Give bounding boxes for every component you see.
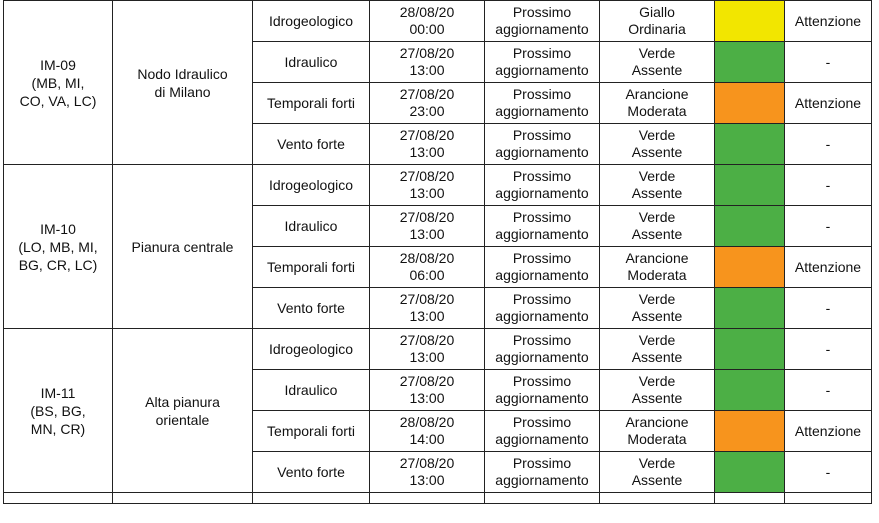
next-update-line2: aggiornamento: [495, 62, 589, 78]
alert-color-swatch: [715, 42, 785, 83]
criticality-level: [600, 329, 715, 370]
next-update: [485, 124, 600, 165]
validity-datetime-line1: 27/08/20: [399, 291, 455, 307]
zone-code-cell: [4, 329, 113, 493]
validity-datetime-line2: 13:00: [409, 308, 445, 324]
criticality-level: [600, 124, 715, 165]
validity-datetime-line1: 27/08/20: [399, 373, 455, 389]
validity-datetime-line1: 27/08/20: [399, 86, 455, 102]
risk-type: Idraulico: [253, 370, 370, 411]
next-update-line1: Prossimo: [512, 4, 572, 20]
alert-status: -: [785, 370, 872, 411]
alert-status: Attenzione: [785, 411, 872, 452]
risk-type: Idraulico: [253, 206, 370, 247]
alert-status: -: [785, 206, 872, 247]
zone-code: IM-11: [40, 384, 76, 401]
validity-datetime: [370, 411, 485, 452]
validity-datetime-line2: 13:00: [409, 185, 445, 201]
validity-datetime: [370, 42, 485, 83]
alert-status: -: [785, 165, 872, 206]
criticality-level-line2: Assente: [631, 390, 683, 406]
alert-status: -: [785, 452, 872, 493]
criticality-level-line1: Arancione: [625, 250, 689, 266]
validity-datetime-line1: 27/08/20: [399, 168, 455, 184]
criticality-level-line2: Ordinaria: [628, 21, 686, 37]
validity-datetime-line2: 00:00: [409, 21, 445, 37]
next-update-line2: aggiornamento: [495, 472, 589, 488]
alert-status: -: [785, 329, 872, 370]
zone-name: Alta pianura orientale: [113, 329, 253, 493]
next-update: [485, 42, 600, 83]
criticality-level-line2: Assente: [631, 185, 683, 201]
validity-datetime-line2: 13:00: [409, 390, 445, 406]
next-update: [485, 206, 600, 247]
criticality-level-line2: Assente: [631, 308, 683, 324]
alert-color-swatch: [715, 329, 785, 370]
zone-provinces: (BS, BG, MN, CR): [30, 402, 86, 437]
criticality-level: [600, 370, 715, 411]
next-update-line2: aggiornamento: [495, 226, 589, 242]
alert-color-swatch: [715, 288, 785, 329]
validity-datetime: [370, 370, 485, 411]
next-update-line1: Prossimo: [512, 127, 572, 143]
risk-type: Idrogeologico: [253, 329, 370, 370]
next-update-line2: aggiornamento: [495, 185, 589, 201]
criticality-level-line2: Moderata: [627, 103, 687, 119]
criticality-level-line2: Assente: [631, 144, 683, 160]
next-update-line1: Prossimo: [512, 455, 572, 471]
risk-type: Vento forte: [253, 124, 370, 165]
alert-color-swatch: [715, 124, 785, 165]
validity-datetime-line1: 27/08/20: [399, 127, 455, 143]
criticality-level-line1: Verde: [638, 455, 676, 471]
risk-type: Vento forte: [253, 288, 370, 329]
next-update: [485, 247, 600, 288]
alert-color-swatch: [715, 452, 785, 493]
empty-cell: [715, 493, 785, 504]
next-update-line1: Prossimo: [512, 332, 572, 348]
next-update: [485, 411, 600, 452]
next-update-line1: Prossimo: [512, 373, 572, 389]
next-update: [485, 288, 600, 329]
alert-table: [3, 0, 872, 504]
validity-datetime-line1: 27/08/20: [399, 332, 455, 348]
next-update: [485, 83, 600, 124]
validity-datetime: [370, 124, 485, 165]
criticality-level-line1: Verde: [638, 45, 676, 61]
zone-provinces: (MB, MI, CO, VA, LC): [19, 74, 97, 109]
criticality-level-line1: Verde: [638, 209, 676, 225]
zone-code: IM-10: [40, 220, 76, 237]
criticality-level-line2: Assente: [631, 62, 683, 78]
criticality-level-line1: Verde: [638, 332, 676, 348]
next-update: [485, 452, 600, 493]
empty-cell: [113, 493, 253, 504]
validity-datetime-line2: 13:00: [409, 144, 445, 160]
alert-status: -: [785, 124, 872, 165]
alert-table-body: [4, 1, 872, 504]
next-update-line1: Prossimo: [512, 414, 572, 430]
next-update-line2: aggiornamento: [495, 349, 589, 365]
risk-type: Temporali forti: [253, 411, 370, 452]
criticality-level-line2: Moderata: [627, 267, 687, 283]
validity-datetime: [370, 329, 485, 370]
validity-datetime-line2: 13:00: [409, 472, 445, 488]
next-update-line2: aggiornamento: [495, 21, 589, 37]
next-update-line2: aggiornamento: [495, 267, 589, 283]
alert-color-swatch: [715, 370, 785, 411]
next-update-line2: aggiornamento: [495, 144, 589, 160]
table-row-partial: [4, 493, 872, 504]
validity-datetime-line1: 28/08/20: [399, 250, 455, 266]
validity-datetime: [370, 1, 485, 42]
validity-datetime: [370, 452, 485, 493]
criticality-level: [600, 411, 715, 452]
criticality-level-line1: Verde: [638, 291, 676, 307]
validity-datetime-line1: 28/08/20: [399, 4, 455, 20]
empty-cell: [485, 493, 600, 504]
empty-cell: [600, 493, 715, 504]
alert-status: Attenzione: [785, 247, 872, 288]
validity-datetime-line2: 13:00: [409, 349, 445, 365]
validity-datetime-line2: 06:00: [409, 267, 445, 283]
next-update-line1: Prossimo: [512, 291, 572, 307]
zone-code: IM-09: [40, 56, 76, 73]
next-update: [485, 370, 600, 411]
criticality-level-line2: Moderata: [627, 431, 687, 447]
risk-type: Idrogeologico: [253, 1, 370, 42]
validity-datetime: [370, 83, 485, 124]
alert-color-swatch: [715, 206, 785, 247]
criticality-level: [600, 1, 715, 42]
criticality-level: [600, 288, 715, 329]
empty-cell: [785, 493, 872, 504]
criticality-level-line2: Assente: [631, 472, 683, 488]
validity-datetime: [370, 288, 485, 329]
risk-type: Idraulico: [253, 42, 370, 83]
next-update-line2: aggiornamento: [495, 390, 589, 406]
risk-type: Temporali forti: [253, 247, 370, 288]
next-update-line2: aggiornamento: [495, 308, 589, 324]
alert-color-swatch: [715, 165, 785, 206]
table-row: [4, 1, 872, 42]
table-row: [4, 165, 872, 206]
next-update-line1: Prossimo: [512, 45, 572, 61]
validity-datetime-line1: 28/08/20: [399, 414, 455, 430]
criticality-level-line2: Assente: [631, 226, 683, 242]
risk-type: Idrogeologico: [253, 165, 370, 206]
validity-datetime: [370, 165, 485, 206]
zone-provinces: (LO, MB, MI, BG, CR, LC): [18, 238, 98, 273]
next-update-line2: aggiornamento: [495, 431, 589, 447]
alert-status: Attenzione: [785, 1, 872, 42]
alert-status: Attenzione: [785, 83, 872, 124]
empty-cell: [4, 493, 113, 504]
next-update-line1: Prossimo: [512, 86, 572, 102]
criticality-level-line2: Assente: [631, 349, 683, 365]
criticality-level: [600, 452, 715, 493]
empty-cell: [370, 493, 485, 504]
empty-cell: [253, 493, 370, 504]
next-update-line1: Prossimo: [512, 250, 572, 266]
alert-color-swatch: [715, 1, 785, 42]
next-update-line1: Prossimo: [512, 209, 572, 225]
alert-color-swatch: [715, 411, 785, 452]
next-update-line2: aggiornamento: [495, 103, 589, 119]
validity-datetime-line1: 27/08/20: [399, 455, 455, 471]
zone-code-cell: [4, 165, 113, 329]
next-update-line1: Prossimo: [512, 168, 572, 184]
zone-name: Nodo Idraulico di Milano: [113, 1, 253, 165]
validity-datetime-line1: 27/08/20: [399, 45, 455, 61]
risk-type: Temporali forti: [253, 83, 370, 124]
validity-datetime-line2: 23:00: [409, 103, 445, 119]
criticality-level-line1: Verde: [638, 373, 676, 389]
criticality-level-line1: Arancione: [625, 86, 689, 102]
validity-datetime-line2: 14:00: [409, 431, 445, 447]
alert-status: -: [785, 42, 872, 83]
alert-color-swatch: [715, 83, 785, 124]
criticality-level: [600, 42, 715, 83]
criticality-level: [600, 247, 715, 288]
alert-color-swatch: [715, 247, 785, 288]
zone-name: Pianura centrale: [113, 165, 253, 329]
validity-datetime-line1: 27/08/20: [399, 209, 455, 225]
validity-datetime-line2: 13:00: [409, 226, 445, 242]
next-update: [485, 165, 600, 206]
next-update: [485, 329, 600, 370]
criticality-level-line1: Verde: [638, 168, 676, 184]
criticality-level: [600, 165, 715, 206]
table-row: [4, 329, 872, 370]
criticality-level: [600, 206, 715, 247]
criticality-level: [600, 83, 715, 124]
validity-datetime: [370, 247, 485, 288]
risk-type: Vento forte: [253, 452, 370, 493]
criticality-level-line1: Giallo: [639, 4, 675, 20]
criticality-level-line1: Verde: [638, 127, 676, 143]
next-update: [485, 1, 600, 42]
validity-datetime-line2: 13:00: [409, 62, 445, 78]
alert-status: -: [785, 288, 872, 329]
zone-code-cell: [4, 1, 113, 165]
criticality-level-line1: Arancione: [625, 414, 689, 430]
validity-datetime: [370, 206, 485, 247]
